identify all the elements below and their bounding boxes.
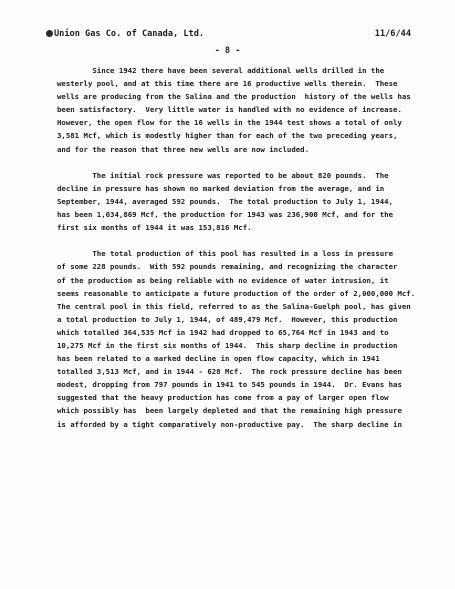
paragraph-westerly-pool — [57, 64, 417, 156]
text-line: 10,275 Mcf in the first six months of 1944. This sharp decline in production — [57, 340, 398, 350]
text-line: of some 228 pounds. With 592 pounds remaining, and recognizing the character — [57, 262, 398, 272]
text-line: and for the reason that three new wells are now included. — [57, 144, 310, 154]
text-line: totalled 3,513 Mcf, and in 1944 - 628 Mcf. The rock pressure decline has been — [57, 367, 402, 377]
text-line: has been 1,034,869 Mcf, the production for 1943 was 236,900 Mcf, and for the — [57, 210, 394, 220]
text-line: modest, dropping from 797 pounds in 1941 to 545 pounds in 1944. Dr. Evans has — [57, 380, 402, 390]
text-line: September, 1944, averaged 592 pounds. The total production to July 1, 1944, — [57, 196, 394, 206]
text-line: suggested that the heavy production has come from a pay of larger open flow — [57, 393, 389, 403]
text-line: The central pool in this field, referred to as the Salina-Guelph pool, has given — [57, 301, 411, 311]
text-line: has been related to a marked decline in open flow capacity, which in 1941 — [57, 354, 380, 364]
text-line: decline in pressure has shown no marked deviation from the average, and in — [57, 183, 385, 193]
text-line: is afforded by a tight comparatively non-productive pay. The sharp decline in — [57, 419, 402, 429]
paragraph-rock-pressure — [57, 169, 417, 234]
text-line: which possibly has been largely depleted and that the remaining high pressure — [57, 406, 402, 416]
text-line: been satisfactory. Very little water is handled with no evidence of increase. — [57, 105, 402, 115]
text-line: first six months of 1944 it was 153,816 Mcf. — [57, 223, 252, 233]
hole-punch-mark — [46, 30, 53, 37]
text-line: The initial rock pressure was reported to be about 820 pounds. The — [57, 170, 389, 180]
paragraph-total-production — [57, 247, 417, 430]
text-line: Since 1942 there have been several additional wells drilled in the — [57, 66, 385, 75]
text-line: a total production to July 1, 1944, of 489,479 Mcf. However, this production — [57, 314, 398, 324]
text-line: westerly pool, and at this time there are 16 productive wells therein. These — [57, 79, 398, 89]
letterhead — [46, 29, 411, 43]
page-number: - 8 - — [214, 46, 241, 56]
text-line: of the production as being reliable with no evidence of water intrusion, it — [57, 275, 389, 285]
text-line: which totalled 364,535 Mcf in 1942 had dropped to 65,764 Mcf in 1943 and to — [57, 327, 389, 337]
document-date: 11/6/44 — [374, 29, 411, 39]
text-line: seems reasonable to anticipate a future production of the order of 2,000,000 Mcf. — [57, 288, 416, 298]
organization-name: Union Gas Co. of Canada, Ltd. — [54, 29, 205, 39]
text-line: However, the open flow for the 16 wells in the 1944 test shows a total of only — [57, 118, 402, 128]
text-line: The total production of this pool has resulted in a loss in pressure — [57, 249, 394, 259]
body-text — [57, 64, 417, 444]
text-line: 3,581 Mcf, which is modestly higher than for each of the two preceding years, — [57, 131, 398, 141]
text-line: wells are producing from the Salina and the production history of the wells has — [57, 92, 411, 102]
